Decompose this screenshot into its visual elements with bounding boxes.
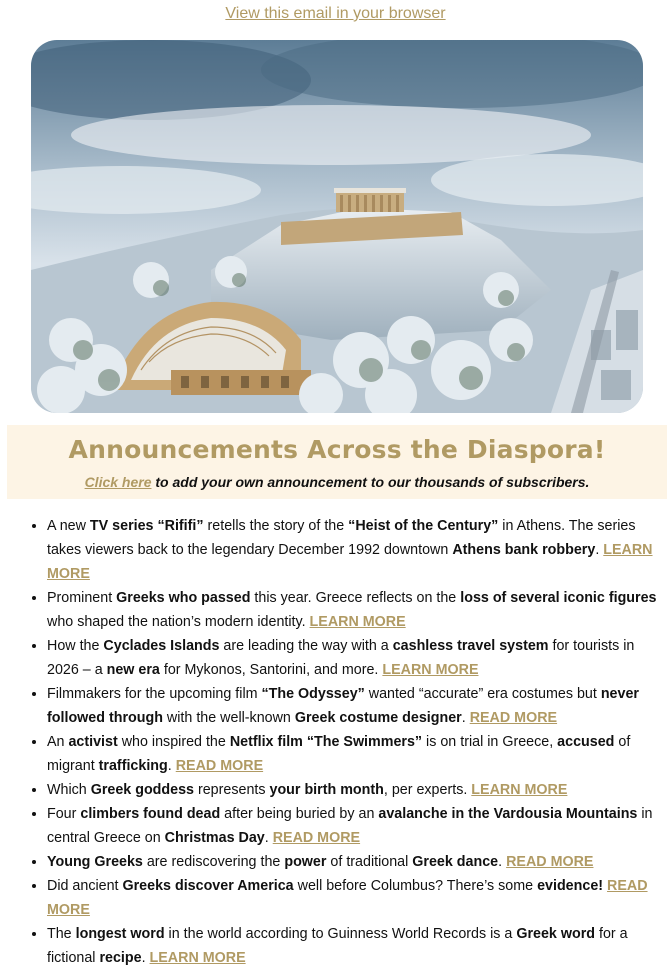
learn-more-link[interactable]: LEARN MORE: [471, 782, 568, 798]
news-item: [47, 682, 666, 730]
news-item-emphasis: avalanche in the Vardousia Mountains: [378, 806, 638, 822]
news-item-emphasis: Greek word: [516, 926, 596, 942]
news-item-text: well before Columbus? There’s some: [293, 878, 538, 894]
news-item: [47, 586, 666, 634]
news-item-emphasis: Athens bank robbery: [452, 542, 596, 558]
news-item: [47, 802, 666, 850]
news-item-text: is on trial in Greece,: [422, 734, 558, 750]
news-item-text: A new: [47, 518, 90, 534]
news-item-emphasis: recipe: [99, 950, 142, 966]
news-item-text: How the: [47, 638, 104, 654]
news-item: [47, 922, 666, 970]
news-item-emphasis: TV series “Rififi”: [89, 518, 204, 534]
announcement-subtitle: [7, 474, 667, 490]
news-item-emphasis: Greek dance: [412, 854, 499, 870]
news-item-text: with the well-known: [162, 710, 295, 726]
news-item: [47, 514, 666, 586]
news-item-text: .: [264, 830, 273, 846]
news-item-text: retells the story of the: [203, 518, 349, 534]
news-item-text: The: [47, 926, 76, 942]
news-item-text: who shaped the nation’s modern identity.: [47, 614, 310, 630]
view-in-browser-link[interactable]: View this email in your browser: [225, 5, 446, 22]
news-item-emphasis: Christmas Day: [164, 830, 265, 846]
news-item-text: in central Greece on: [47, 806, 653, 846]
news-item-emphasis: trafficking: [98, 758, 168, 774]
news-item-text: represents: [194, 782, 270, 798]
news-item-emphasis: longest word: [75, 926, 165, 942]
read-more-link[interactable]: READ MORE: [175, 758, 264, 774]
news-item-emphasis: Greeks discover America: [122, 878, 294, 894]
news-item-emphasis: climbers found dead: [80, 806, 221, 822]
learn-more-link[interactable]: LEARN MORE: [149, 950, 246, 966]
news-item-text: Four: [47, 806, 81, 822]
news-item-text: Did ancient: [47, 878, 123, 894]
learn-more-link[interactable]: LEARN MORE: [309, 614, 406, 630]
news-item-text: for a fictional: [47, 926, 628, 966]
announcement-box: [7, 425, 667, 499]
news-list: [20, 514, 666, 970]
news-item-text: .: [498, 854, 507, 870]
announcement-title: Announcements Across the Diaspora!: [68, 435, 606, 464]
news-item-emphasis: loss of several iconic figures: [460, 590, 657, 606]
news-item: [47, 634, 666, 682]
news-item-text: .: [595, 542, 604, 558]
news-item-text: are rediscovering the: [142, 854, 285, 870]
news-item-text: who inspired the: [117, 734, 230, 750]
news-item-emphasis: Greek goddess: [90, 782, 194, 798]
news-item-text: for tourists in 2026 – a: [47, 638, 635, 678]
news-item-text: .: [141, 950, 150, 966]
news-item-emphasis: evidence!: [537, 878, 604, 894]
learn-more-link[interactable]: LEARN MORE: [382, 662, 479, 678]
news-item-text: of migrant: [47, 734, 631, 774]
news-item-text: in the world according to Guinness World Records is a: [164, 926, 517, 942]
news-item-emphasis: cashless travel system: [392, 638, 549, 654]
read-more-link[interactable]: READ MORE: [272, 830, 361, 846]
read-more-link[interactable]: READ MORE: [469, 710, 558, 726]
news-item-text: Which: [47, 782, 91, 798]
news-item-emphasis: Greeks who passed: [116, 590, 251, 606]
news-item: [47, 730, 666, 778]
news-item-emphasis: Greek costume designer: [294, 710, 462, 726]
news-item-emphasis: “The Odyssey”: [261, 686, 365, 702]
news-item-emphasis: Young Greeks: [47, 854, 143, 870]
news-item-text: .: [461, 710, 470, 726]
news-item-text: , per experts.: [383, 782, 472, 798]
news-item-emphasis: Cyclades Islands: [103, 638, 220, 654]
news-item-emphasis: new era: [106, 662, 160, 678]
news-item-emphasis: power: [284, 854, 327, 870]
news-item-text: An: [47, 734, 69, 750]
hero-image: [31, 40, 643, 413]
news-item-text: .: [167, 758, 176, 774]
news-item-emphasis: accused: [557, 734, 615, 750]
news-item-text: this year. Greece reflects on the: [250, 590, 461, 606]
acropolis-snow-image: [31, 40, 643, 413]
news-item-text: after being buried by an: [220, 806, 379, 822]
news-item: [47, 850, 666, 874]
news-item-text: Prominent: [47, 590, 117, 606]
news-item-emphasis: activist: [68, 734, 118, 750]
news-item-text: wanted “accurate” era costumes but: [364, 686, 601, 702]
announcement-cta-text: to add your own announcement to our thousands of subscribers.: [151, 474, 590, 490]
news-item: [47, 874, 666, 922]
news-item-text: Filmmakers for the upcoming film: [47, 686, 262, 702]
news-item-emphasis: Netflix film “The Swimmers”: [229, 734, 423, 750]
news-item-emphasis: your birth month: [269, 782, 384, 798]
news-item-text: are leading the way with a: [219, 638, 393, 654]
learn-more-link[interactable]: LEARN MORE: [47, 542, 653, 582]
read-more-link[interactable]: READ MORE: [47, 878, 648, 918]
click-here-link[interactable]: Click here: [84, 474, 152, 490]
news-item-emphasis: never followed through: [47, 686, 639, 726]
news-item-emphasis: “Heist of the Century”: [348, 518, 499, 534]
browser-link-bar: [0, 0, 671, 27]
read-more-link[interactable]: READ MORE: [506, 854, 594, 870]
news-item: [47, 778, 666, 802]
news-item-text: for Mykonos, Santorini, and more.: [159, 662, 383, 678]
news-item-text: of traditional: [326, 854, 413, 870]
news-item-text: in Athens. The series takes viewers back to the legendary December 1992 downtown: [47, 518, 636, 558]
